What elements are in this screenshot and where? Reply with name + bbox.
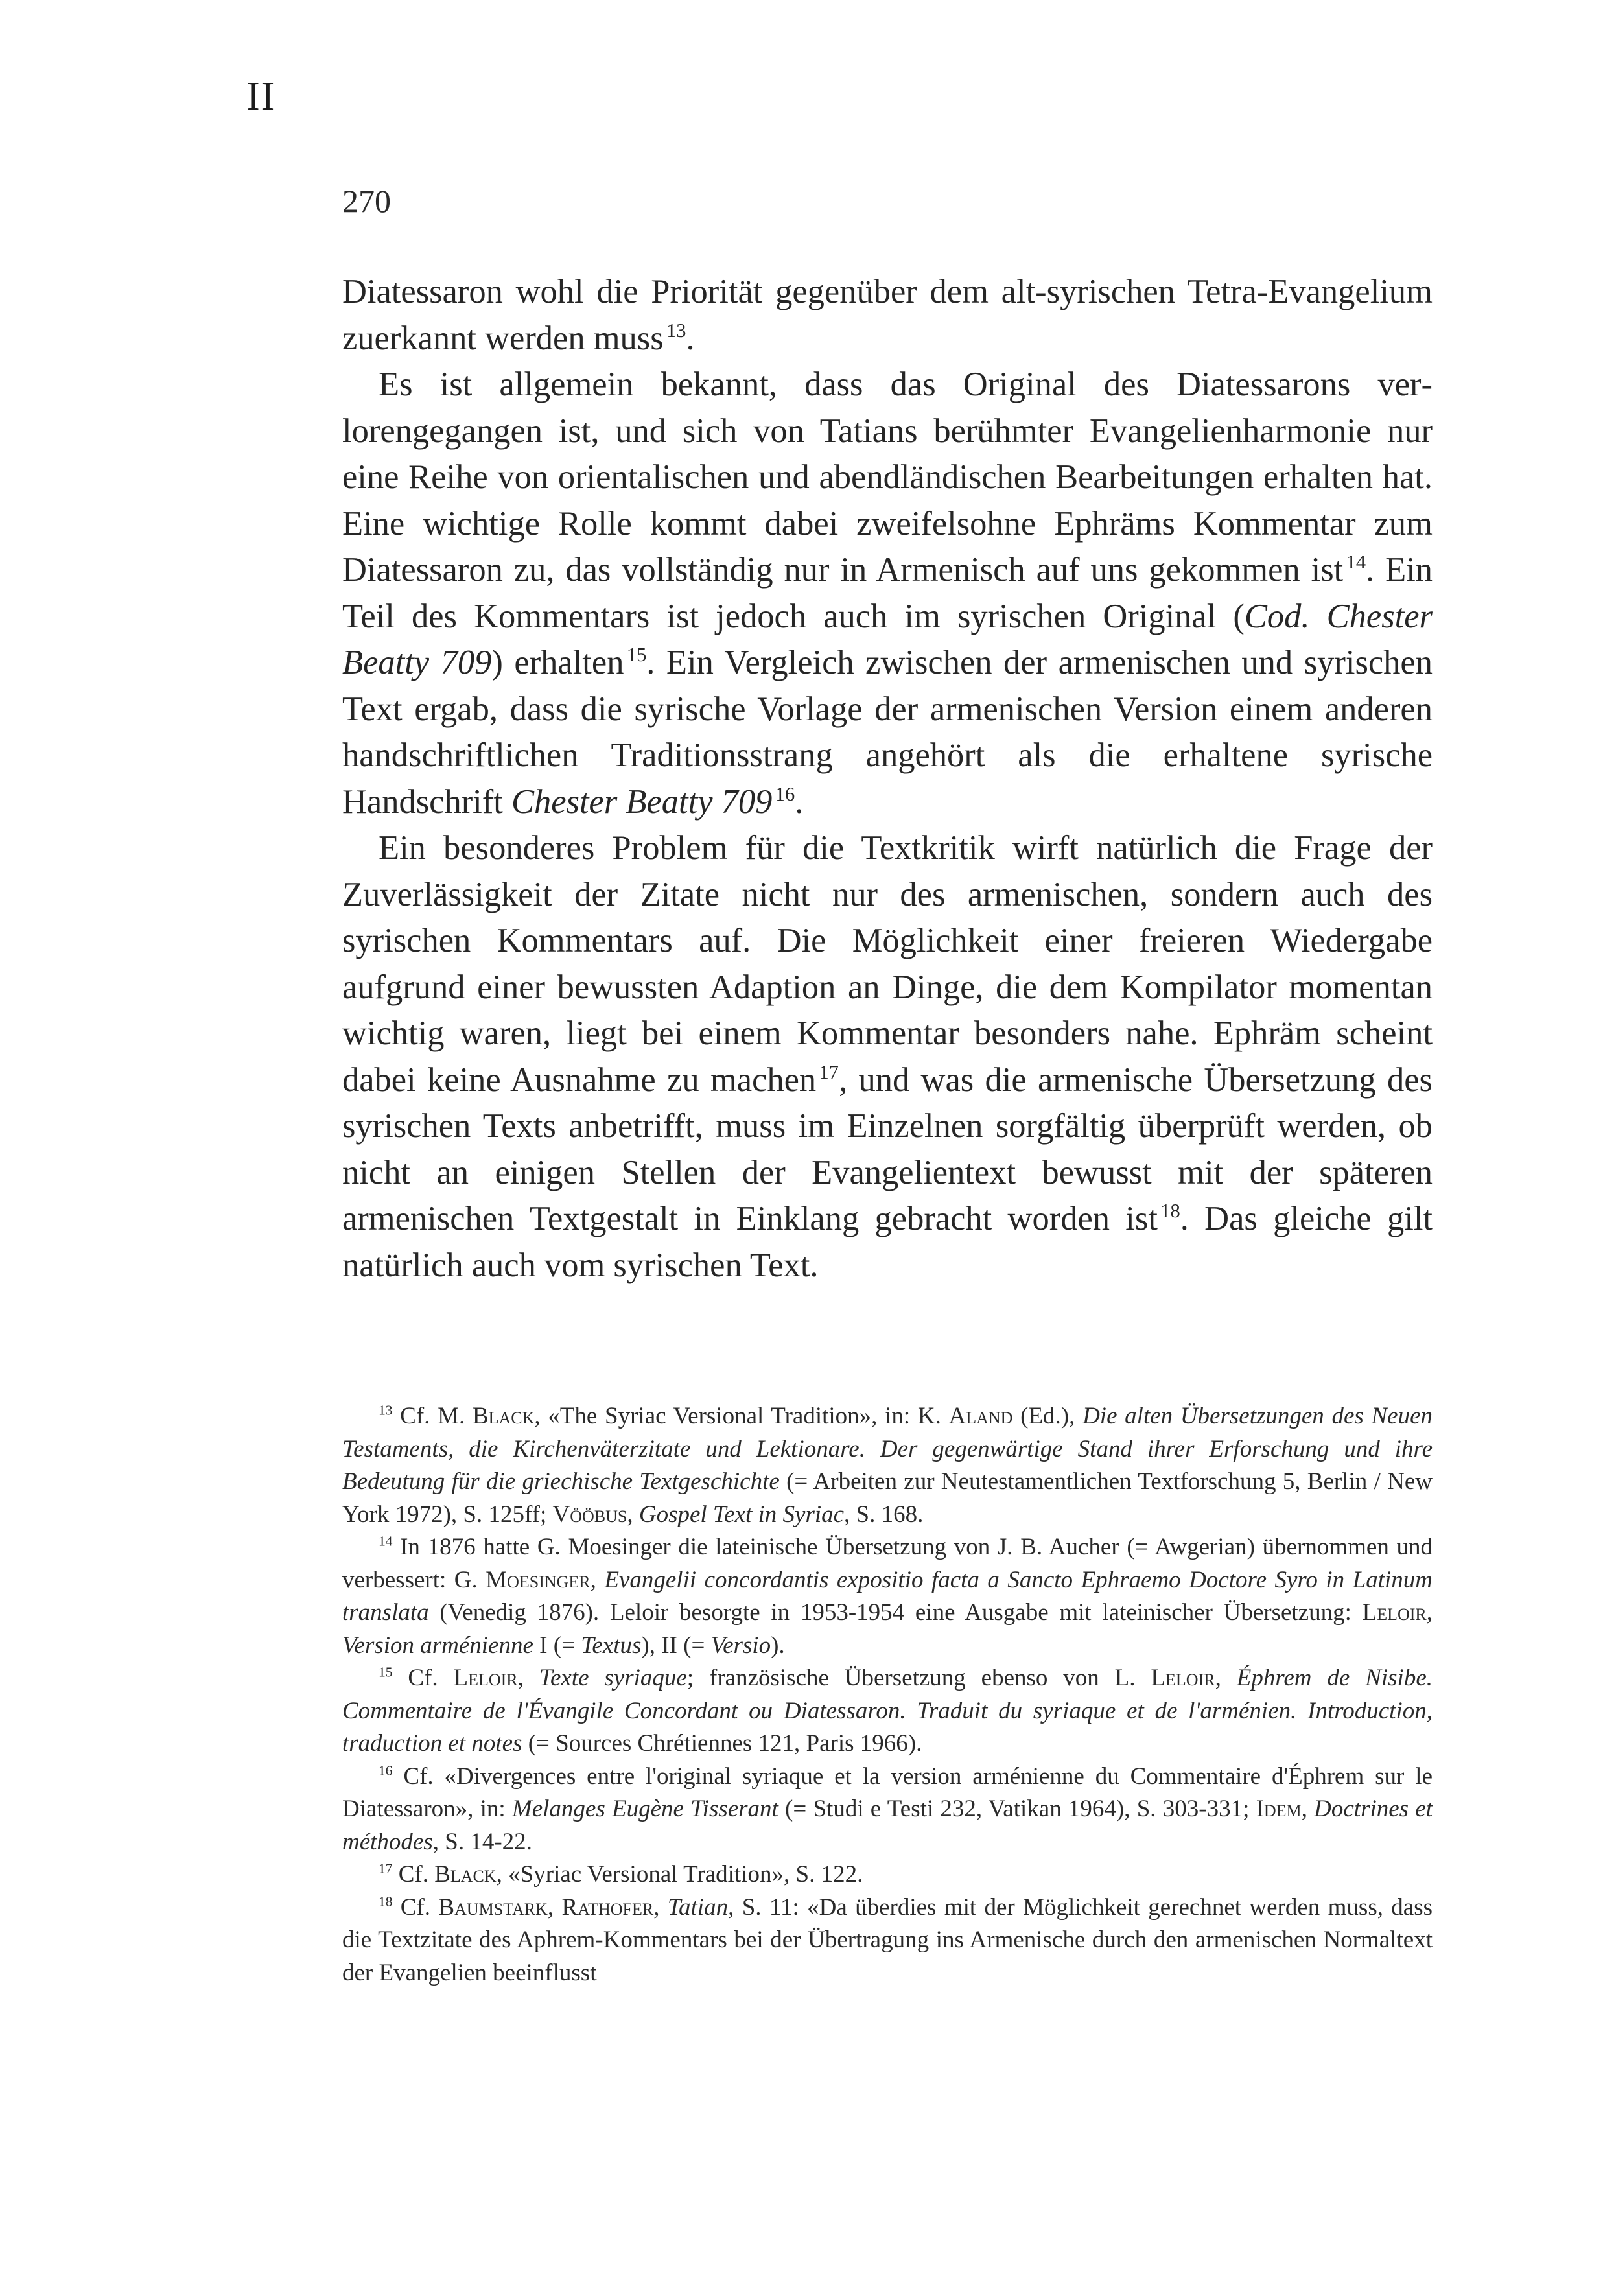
paragraph-3-text-3: . Das gleiche gilt natürlich auch vom syrischen Text. <box>342 1200 1433 1284</box>
author-name: Leloir <box>1362 1599 1427 1626</box>
paragraph-1-text: Diatessaron wohl die Priorität gegenüber dem alt-syrischen Tetra-Evangelium zuerkannt werden muss <box>342 273 1433 357</box>
paragraph-2-text-4: . Ein Vergleich zwischen der armenischen und syrischen Text ergab, dass die syrische Vorlage der armenischen Version einem anderen handschriftlichen Traditionsstrang angehört als die erhaltene syrische Handschrift <box>342 644 1433 821</box>
work-title: Textus <box>581 1632 642 1659</box>
footnote-15-text: ; französische Übersetzung ebenso von L. <box>686 1665 1151 1691</box>
footnote-14-text: (Venedig 1876). Leloir besorgte in 1953-1954 eine Ausgabe mit lateinischer Übersetzung: <box>428 1599 1363 1626</box>
footnote-ref-14: 14 <box>1346 551 1366 574</box>
work-title: Texte syriaque <box>539 1665 687 1691</box>
footnote-15-text: , <box>1215 1665 1237 1691</box>
footnote-14-text: ), II (= <box>641 1632 711 1659</box>
footnote-13-text: (= Arbeiten zur Neutestamentlichen Textforschung 5, Berlin / New York 1972), S. 125ff; <box>342 1468 1433 1528</box>
footnote-15-text: , <box>517 1665 539 1691</box>
footnote-16 <box>342 1761 1433 1859</box>
footnote-18-text: , S. 11: «Da überdies mit der Möglichkeit gerechnet werden muss, dass die Textzitate des Aphrem-Kommentars bei der Übertragung ins Armenische durch den armenischen Normaltext der Evangelien beeinflusst <box>342 1893 1433 1986</box>
footnote-13-number: 13 <box>379 1402 393 1418</box>
work-title: Die alten Übersetzungen des Neuen Testaments, die Kirchenväterzitate und Lektionare. Der gegenwärtige Stand ihrer Erforschung und ihre Bedeutung für die griechische Textgeschichte <box>342 1403 1433 1495</box>
footnote-ref-13: 13 <box>666 319 686 342</box>
paragraph-2-text-3: ) erhalten <box>491 644 624 681</box>
footnote-15-text: Cf. <box>392 1665 454 1691</box>
author-name: Leloir <box>453 1665 518 1691</box>
author-name: Moesinger <box>486 1566 591 1593</box>
footnote-15-text: (= Sources Chrétiennes 121, Paris 1966). <box>522 1730 922 1757</box>
footnote-ref-15: 15 <box>626 644 647 666</box>
author-name: Vööbus <box>552 1501 627 1528</box>
work-title: Tatian <box>667 1893 729 1921</box>
footnote-18-number: 18 <box>379 1893 393 1910</box>
author-name: Black <box>434 1861 497 1888</box>
footnote-13-text: , S. 168. <box>844 1501 924 1528</box>
footnote-16-number: 16 <box>379 1763 393 1779</box>
footnote-17-text: , «Syriac Versional Tradition», S. 122. <box>496 1861 863 1888</box>
footnote-15-number: 15 <box>379 1664 393 1680</box>
author-name: Aland <box>948 1403 1013 1429</box>
author-name: Baumstark <box>438 1893 548 1921</box>
paragraph-2-italic-2: Chester Beatty 709 <box>511 782 773 821</box>
footnote-ref-18: 18 <box>1160 1200 1180 1223</box>
work-title: Melanges Eugène Tisserant <box>511 1796 778 1822</box>
footnote-17-number: 17 <box>379 1860 393 1877</box>
author-name: Rathofer <box>561 1893 654 1921</box>
footnote-15 <box>342 1662 1433 1761</box>
paragraph-2-italic-1: Cod. Chester Beatty 709 <box>342 597 1433 681</box>
footnote-18 <box>342 1892 1433 1990</box>
footnote-14-text: , <box>590 1566 605 1593</box>
footnote-14-text: ). <box>771 1632 785 1659</box>
paragraph-2-text-1: Es ist allgemein bekannt, dass das Original des Diatessarons verlorengegangen ist, und sich von Tatians berühmter Evangelienharmonie nur eine Reihe von orientalischen und abendländischen Bearbeitungen erhalten hat. Eine wichtige Rolle kommt dabei zweifelsohne Ephräms Kommentar zum Diatessaron zu, das vollständig nur in Armenisch auf uns gekommen ist <box>342 366 1433 589</box>
footnote-14-text: In 1876 hatte G. Moesinger die lateinische Übersetzung von J. B. Aucher (= Awgerian) übernommen und verbessert: G. <box>342 1534 1433 1593</box>
author-name: Idem <box>1256 1796 1302 1822</box>
footnote-14 <box>342 1531 1433 1662</box>
work-title: Evangelii concordantis expositio facta a Sancto Ephraemo Doctore Syro in Latinum translata <box>342 1566 1433 1626</box>
paragraph-2 <box>342 362 1433 825</box>
footnote-16-text: Cf. «Divergences entre l'original syriaque et la version arménienne du Commentaire d'Éphrem sur le Diatessaron», in: <box>342 1763 1433 1822</box>
footnote-14-number: 14 <box>379 1533 393 1549</box>
footnote-13-text: , «The Syriac Versional Tradition», in: K. <box>534 1403 949 1429</box>
paragraph-2-text-2: . Ein Teil des Kommentars ist jedoch auch im syrischen Original ( <box>342 551 1433 635</box>
footnote-16-text: , S. 14-22. <box>432 1828 532 1855</box>
footnote-13 <box>342 1400 1433 1531</box>
footnote-17-text: Cf. <box>392 1861 435 1888</box>
footnote-18-text: , <box>653 1893 668 1921</box>
paragraph-2-end: . <box>795 782 804 821</box>
footnote-16-text: (= Studi e Testi 232, Vatikan 1964), S. 303-331; <box>778 1796 1256 1822</box>
footnote-18-text: Cf. <box>392 1893 439 1921</box>
paragraph-3-text-1: Ein besonderes Problem für die Textkritik wirft natürlich die Frage der Zuverlässigkeit der Zitate nicht nur des armenischen, sondern auch des syrischen Kommentars auf. Die Möglichkeit einer freieren Wiedergabe aufgrund einer bewussten Adaption an Dinge, die dem Kompilator momentan wichtig waren, liegt bei einem Kommentar besonders nahe. Ephräm scheint dabei keine Ausnahme zu machen <box>342 829 1433 1099</box>
footnote-13-text: Cf. M. <box>392 1403 473 1429</box>
footnote-13-text: (Ed.), <box>1012 1403 1083 1429</box>
paragraph-3-text-2: , und was die armenische Übersetzung des syrischen Texts anbetrifft, muss im Einzelnen sorgfältig überprüft werden, ob nicht an einigen Stellen der Evangelientext bewusst mit der späteren armenischen Textgestalt in Einklang gebracht worden ist <box>342 1060 1433 1237</box>
author-name: Black <box>472 1403 535 1429</box>
footnote-16-text: , <box>1301 1796 1315 1822</box>
footnote-14-text: , <box>1426 1599 1433 1626</box>
author-name: Leloir <box>1151 1665 1215 1691</box>
work-title: Doctrines et méthodes <box>342 1796 1433 1855</box>
work-title: Version arménienne <box>342 1632 533 1659</box>
footnote-ref-17: 17 <box>819 1060 839 1083</box>
paragraph-3 <box>342 825 1433 1289</box>
footnote-14-text: I (= <box>533 1632 581 1659</box>
chapter-roman-numeral: II <box>246 75 276 119</box>
footnote-ref-16: 16 <box>775 782 795 805</box>
footnote-13-text: , <box>627 1501 639 1528</box>
work-title: Éphrem de Nisibe. Commentaire de l'Évangile Concordant ou Diatessaron. Traduit du syriaque et de l'arménien. Introduction, traduction et notes <box>342 1665 1433 1757</box>
footnote-17 <box>342 1858 1433 1892</box>
paragraph-1 <box>342 269 1433 362</box>
work-title: Gospel Text in Syriac <box>638 1501 845 1528</box>
page-number: 270 <box>342 183 391 219</box>
paragraph-1-end: . <box>686 319 695 357</box>
footnotes <box>342 1400 1433 1989</box>
work-title: Versio <box>710 1632 771 1659</box>
footnote-18-text: , <box>547 1893 562 1921</box>
main-text <box>342 269 1433 1289</box>
